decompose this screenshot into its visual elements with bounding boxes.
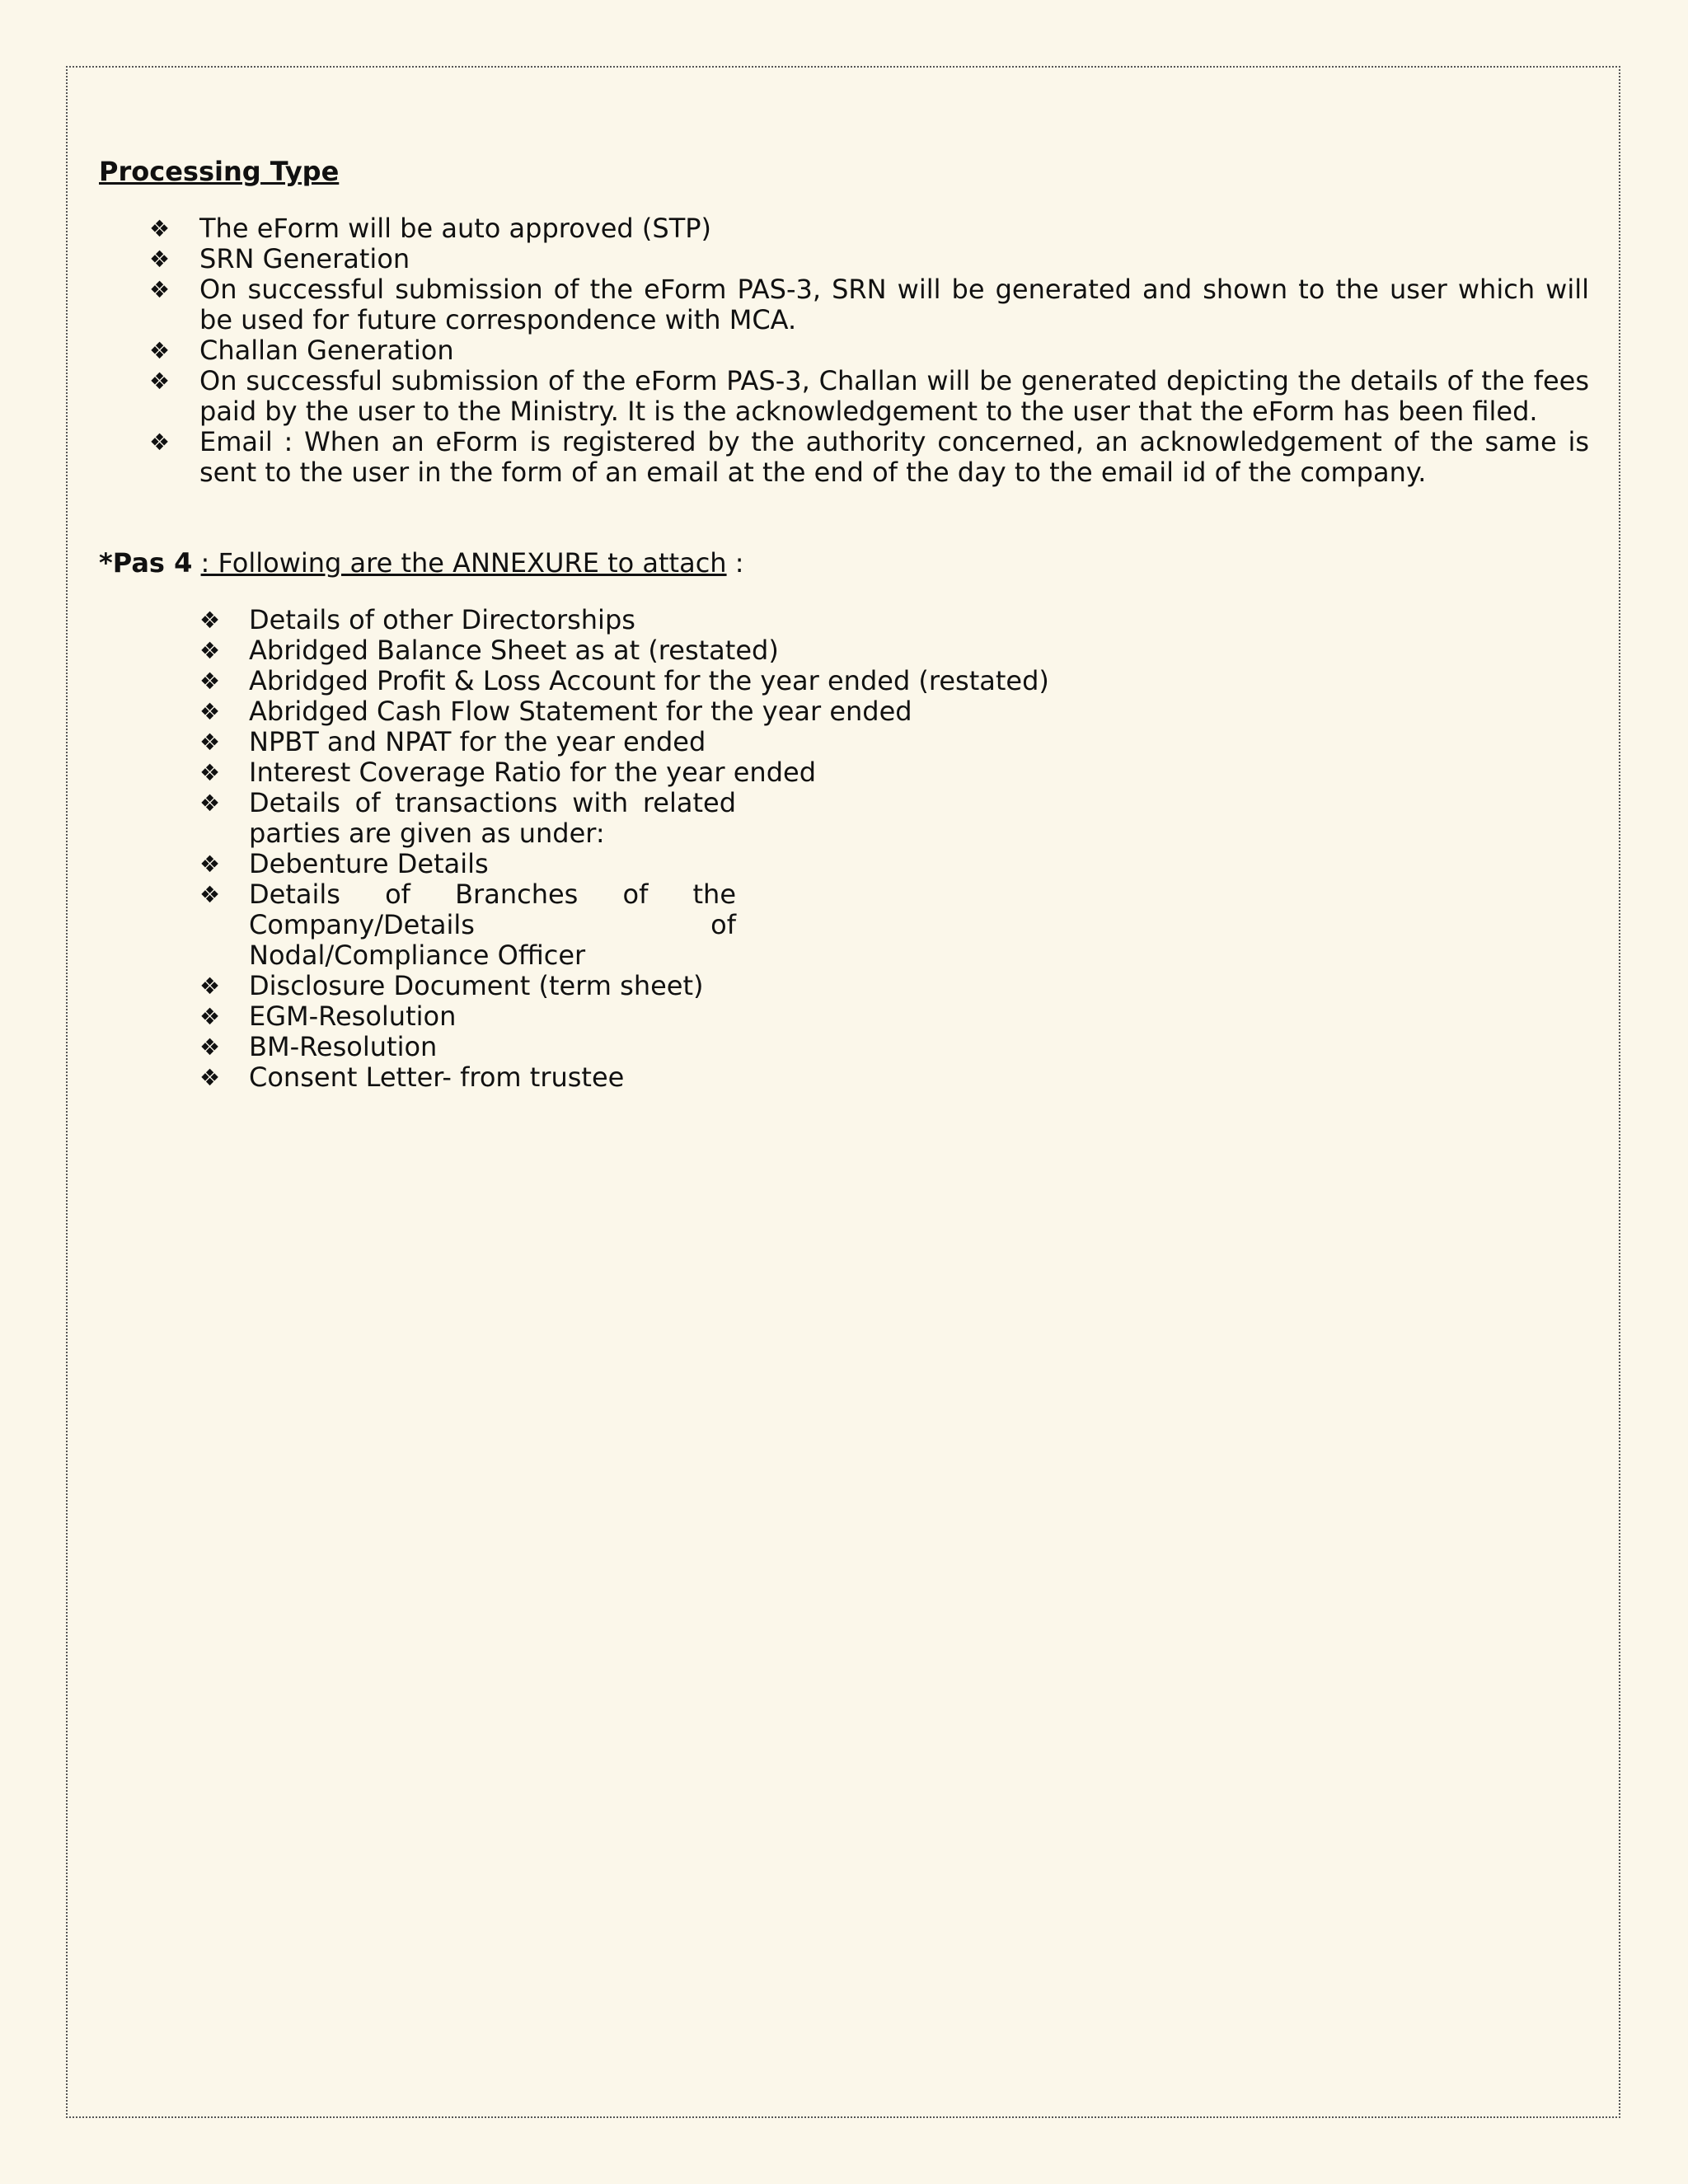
list-item: ❖ On successful submission of the eForm PAS-3, SRN will be generated and shown to the user which will be used for future correspondence with MCA. xyxy=(149,274,1589,335)
list-item: ❖ The eForm will be auto approved (STP) xyxy=(149,213,712,244)
diamond-bullet-icon: ❖ xyxy=(199,1033,221,1061)
processing-type-list xyxy=(99,213,1589,488)
list-item: ❖ Details of transactions with related parties are given as under: xyxy=(199,787,736,849)
processing-type-heading: Processing Type xyxy=(99,156,340,187)
list-item: ❖ Details of other Directorships xyxy=(199,604,635,635)
annexure-suffix: : xyxy=(726,547,744,579)
diamond-bullet-icon: ❖ xyxy=(199,1064,221,1091)
list-item: ❖ Abridged Balance Sheet as at (restated) xyxy=(199,635,779,666)
diamond-bullet-icon: ❖ xyxy=(199,668,221,695)
diamond-bullet-icon: ❖ xyxy=(149,368,171,395)
list-item: ❖ Consent Letter- from trustee xyxy=(199,1062,625,1093)
annexure-title: : Following are the ANNEXURE to attach xyxy=(200,547,727,579)
list-item: ❖ BM-Resolution xyxy=(199,1031,438,1062)
list-item: ❖ Abridged Cash Flow Statement for the year ended xyxy=(199,696,912,727)
diamond-bullet-icon: ❖ xyxy=(149,429,171,456)
diamond-bullet-icon: ❖ xyxy=(199,1003,221,1030)
diamond-bullet-icon: ❖ xyxy=(149,246,171,273)
diamond-bullet-icon: ❖ xyxy=(199,881,221,908)
annexure-heading xyxy=(99,548,1589,579)
diamond-bullet-icon: ❖ xyxy=(149,276,171,303)
list-item: ❖ Details of Branches of the Company/Details of Nodal/Compliance Officer xyxy=(199,879,736,971)
diamond-bullet-icon: ❖ xyxy=(199,759,221,786)
list-item: ❖ Abridged Profit & Loss Account for the year ended (restated) xyxy=(199,665,1049,696)
list-item: ❖ Challan Generation xyxy=(149,335,454,366)
list-item: ❖ EGM-Resolution xyxy=(199,1001,457,1032)
diamond-bullet-icon: ❖ xyxy=(199,972,221,1000)
diamond-bullet-icon: ❖ xyxy=(199,637,221,664)
diamond-bullet-icon: ❖ xyxy=(199,729,221,756)
list-item: ❖ Interest Coverage Ratio for the year ended xyxy=(199,757,816,788)
diamond-bullet-icon: ❖ xyxy=(199,851,221,878)
list-item: ❖ Debenture Details xyxy=(199,848,489,879)
annexure-list xyxy=(99,605,1589,1093)
document-content xyxy=(99,157,1589,1093)
diamond-bullet-icon: ❖ xyxy=(199,698,221,725)
list-item: ❖ On successful submission of the eForm PAS-3, Challan will be generated depicting the details of the fees paid by the user to the Ministry. It is the acknowledgement to the user that the eForm has been filed. xyxy=(149,365,1589,427)
diamond-bullet-icon: ❖ xyxy=(149,337,171,364)
list-item: ❖ NPBT and NPAT for the year ended xyxy=(199,726,706,757)
list-item: ❖ SRN Generation xyxy=(149,243,410,274)
list-item: ❖ Disclosure Document (term sheet) xyxy=(199,970,704,1001)
diamond-bullet-icon: ❖ xyxy=(199,607,221,634)
diamond-bullet-icon: ❖ xyxy=(149,215,171,242)
annexure-prefix: *Pas 4 xyxy=(99,547,193,579)
diamond-bullet-icon: ❖ xyxy=(199,790,221,817)
list-item: ❖ Email : When an eForm is registered by the authority concerned, an acknowledgement of the same is sent to the user in the form of an email at the end of the day to the email id of the company. xyxy=(149,426,1589,488)
